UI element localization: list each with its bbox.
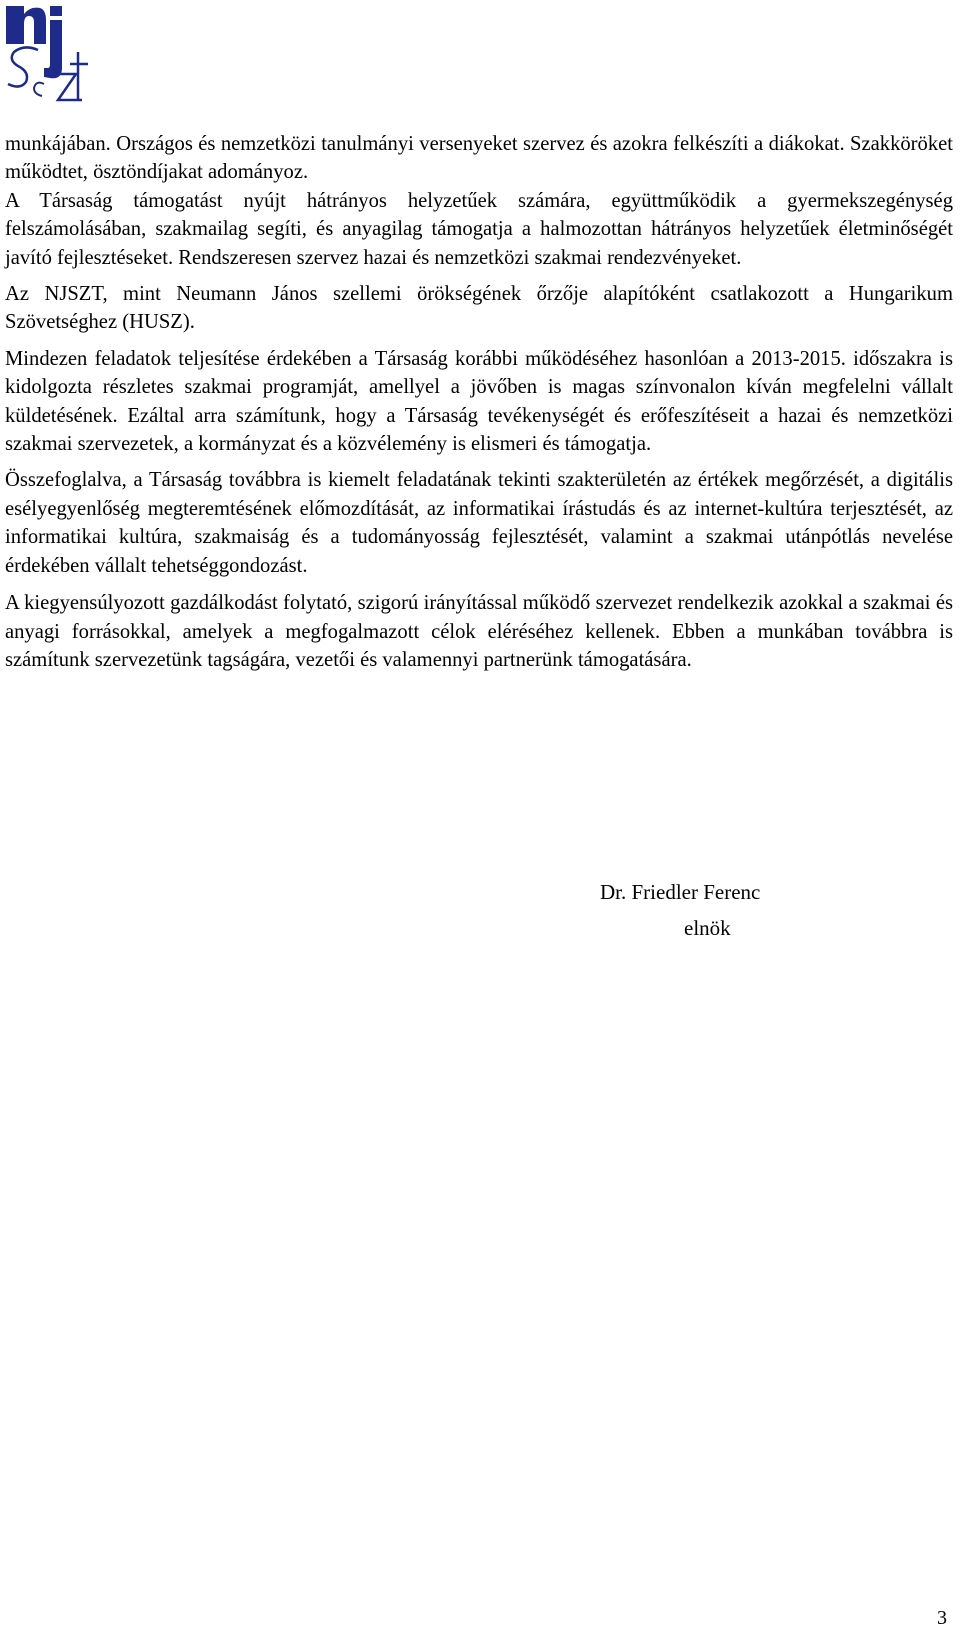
paragraph: munkájában. Országos és nemzetközi tanulmányi versenyeket szervez és azokra felkészíti a diákokat. Szakköröket működtet, ösztöndíjakat adományoz. [5,133,953,184]
paragraph: Az NJSZT, mint Neumann János szellemi örökségének őrzője alapítóként csatlakozott a Hungarikum Szövetséghez (HUSZ). [5,283,953,334]
paragraph: A kiegyensúlyozott gazdálkodást folytató, szigorú irányítással működő szervezet rendelkezik azokkal a szakmai és anyagi forrásokkal, amelyek a megfogalmazott célok eléréséhez kellenek. Ebben a munkában továbbra is számítunk szervezetünk tagságára, vezetői és valamennyi partnerünk támogatására. [5,592,953,671]
document-body [5,130,953,682]
paragraph: A Társaság támogatást nyújt hátrányos helyzetűek számára, együttműködik a gyermekszegénység felszámolásában, szakmailag segíti, és anyagilag támogatja a halmozottan hátrányos helyzetűek életminőségét javító fejlesztéseket. Rendszeresen szervez hazai és nemzetközi szakmai rendezvényeket. [5,189,953,269]
page-number: 3 [937,1607,947,1629]
signatory-title: elnök [684,916,731,940]
njszt-logo-icon [4,4,92,104]
paragraph: Összefoglalva, a Társaság továbbra is kiemelt feladatának tekinti szakterületén az értékek megőrzését, a digitális esélyegyenlőség megteremtésének előmozdítását, az informatikai írástudás és az internet-kultúra terjesztését, az informatikai kultúra, szakmaiság és a tudományosság fejlesztését, valamint a szakmai utánpótlás nevelése érdekében vállalt tehetséggondozást. [5,469,953,577]
signatory-name: Dr. Friedler Ferenc [600,880,761,904]
paragraph: Mindezen feladatok teljesítése érdekében a Társaság korábbi működéséhez hasonlóan a 2013-2015. időszakra is kidolgozta részletes szakmai programját, amellyel a jövőben is magas színvonalon kíván megfelelni vállalt küldetésének. Ezáltal arra számítunk, hogy a Társaság tevékenységét és erőfeszítéseit a hazai és nemzetközi szakmai szervezetek, a kormányzat és a közvélemény is elismeri és támogatja. [5,347,953,456]
signature-block [600,874,830,946]
